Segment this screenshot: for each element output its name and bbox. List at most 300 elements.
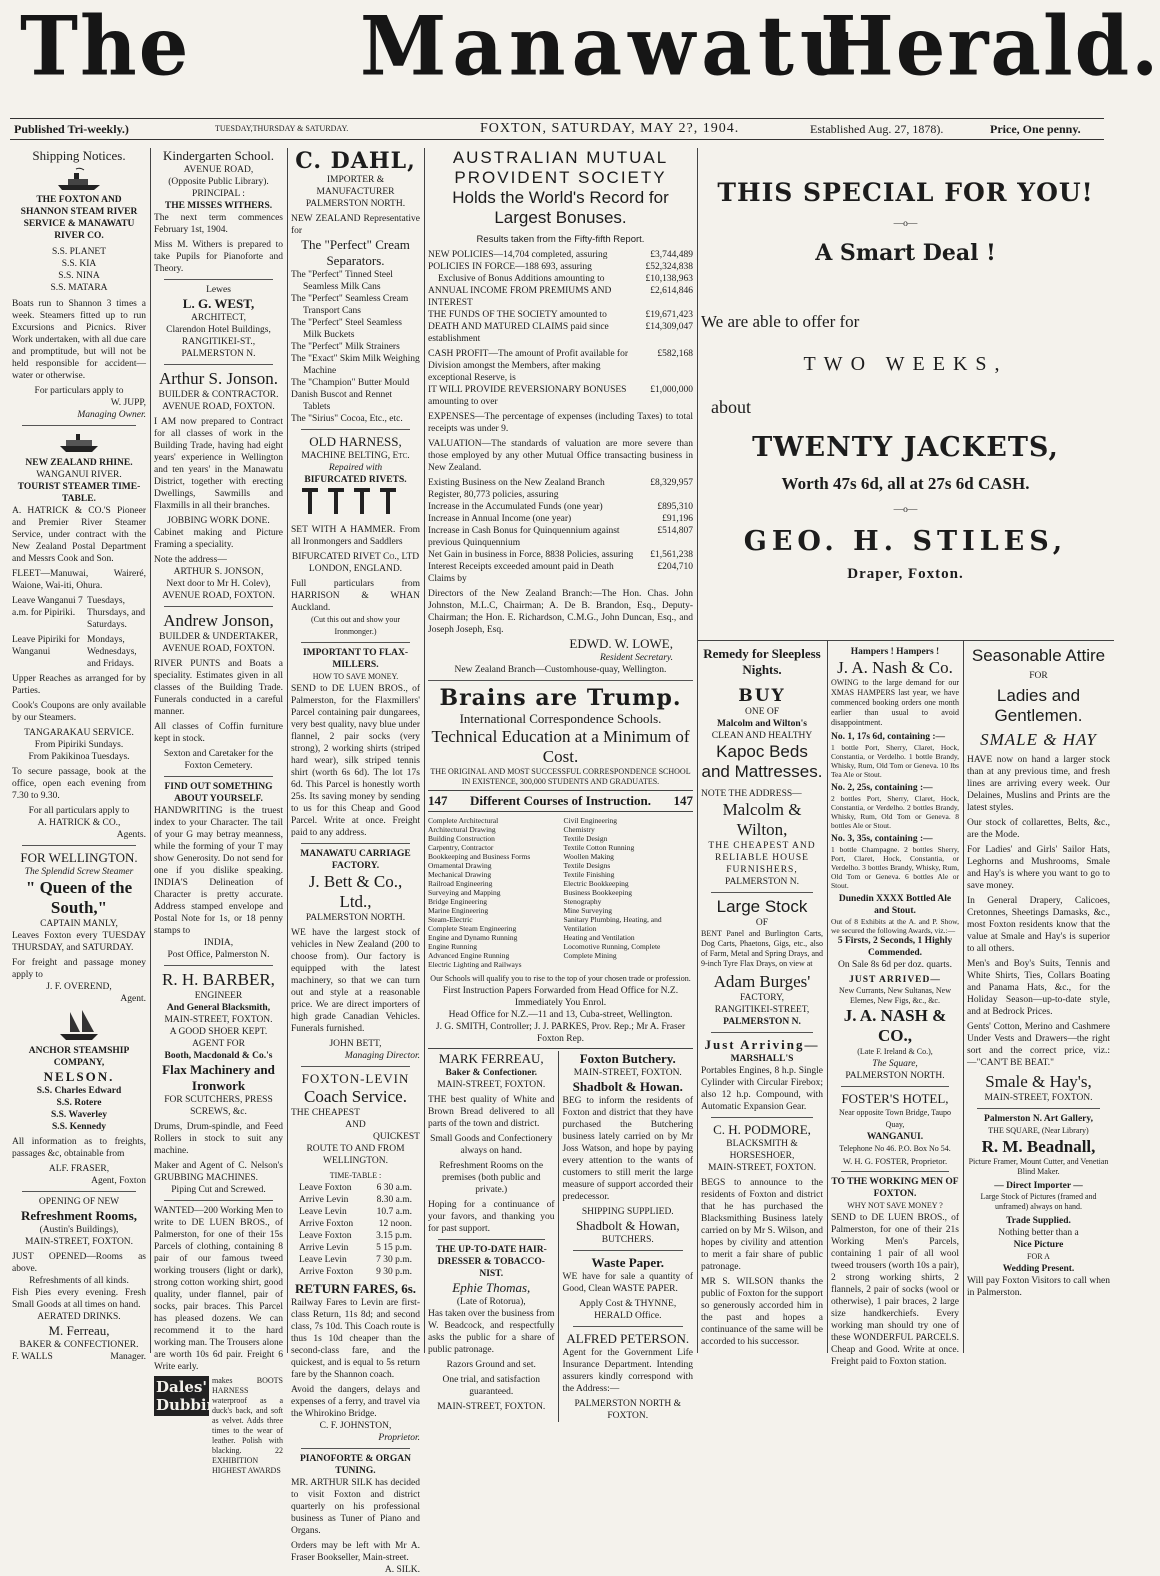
andrew-jonson-heading: Andrew Jonson, [163,611,274,630]
column-amp-society [428,148,693,1421]
masthead-manawatu: Manawatu [360,0,863,95]
hairdresser-heading: THE UP-TO-DATE HAIR-DRESSER & TOBACCO-NIST. [435,1245,547,1279]
the-square: The Square, [872,1059,918,1069]
leave-wanganui: Leave Wanganui 7 a.m. for Pipiriki. [12,596,83,618]
timetable-time: 5 15 p.m. [376,1243,412,1253]
course-item: Business Bookkeeping [563,888,633,897]
course-item: Bridge Engineering [428,897,487,906]
ferreau-main-street: MAIN-STREET, FOXTON. [437,1080,546,1090]
published-note: Published Tri-weekly.) [14,122,129,136]
just-arriving: Just Arriving— [704,1037,820,1052]
late-ireland: (Late F. Ireland & Co.), [857,1047,933,1056]
parkes-reps: J. G. SMITH, Controller; J. J. PARKES, Prov. Rep.; Mr A. Fraser Foxton Rep. [435,1022,686,1044]
course-item: Civil Engineering [563,816,618,825]
a-silk: A. SILK. [384,1565,420,1575]
geo-stiles: GEO. H. STILES, [743,526,1068,557]
nz-branch-address: New Zealand Branch—Customhouse-quay, Wellington. [454,665,667,675]
fraser-role: Agent, Foxton [91,1176,146,1186]
arthur-jonson-heading: Arthur S. Jonson. [158,369,278,388]
resident-secretary: Resident Secretary. [600,653,673,663]
will-pay-visitors: Will pay Foxton Visitors to call when in Palmerston. [967,1276,1110,1298]
timetable-time: 9 30 p.m. [376,1267,412,1277]
qualify-text: Our Schools will qualify you to rise to the top of your chosen trade or profession. [430,974,691,983]
dahl-palmerston: PALMERSTON NORTH. [305,199,406,209]
amp-row-label: NEW POLICIES—14,704 completed, assuring [428,250,608,260]
shipping-supplied: SHIPPING SUPPLIED. [581,1207,674,1217]
price: Price, One penny. [990,122,1081,136]
leaves-foxton: Leaves Foxton every TUESDAY THURSDAY, and SATURDAY. [12,931,146,953]
nash-co-2: J. A. NASH & CO., [843,1006,947,1045]
timetable-time: 6 30 a.m. [376,1183,412,1193]
drums-rollers: Drums, Drum-spindle, and Feed Rollers in stock to suit any machine. [154,1122,283,1156]
divider-o-2: —o— [893,505,918,515]
bett-palmerston: PALMERSTON NORTH. [305,913,406,923]
route-wellington: ROUTE TO AND FROM WELLINGTON. [306,1144,405,1166]
captain-name: CAPTAIN MANLY, [40,919,118,929]
johnston-role: Proprietor. [378,1433,420,1443]
good-shoer: A GOOD SHOER KEPT. [169,1027,268,1037]
fraser-name: ALF. FRASER, [48,1164,110,1174]
mens-suits: Men's and Boy's Suits, Tennis and White Shirts, Ties, Collars Boating and Panama Hats, &c., for the Holiday Season—up-to-date style, and at Bedrock Prices. [967,959,1110,1017]
trade-supplied: Trade Supplied. [1006,1216,1071,1226]
shadbolt-howan: Shadbolt & Howan. [572,1079,683,1094]
small-goods: Small Goods and Confectionery always on hand. [430,1134,553,1156]
course-item: Railroad Engineering [428,879,493,888]
first-instruction: First Instruction Papers Forwarded from Head Office for N.Z. Immediately You Enrol. [442,986,679,1008]
course-item: Mechanical Drawing [428,870,492,879]
hamper-no-3-items: 1 bottle Champagne. 2 bottles Sherry, Port, Claret, Hock, Constantia, or Verdelho. 3 bottles Brandy, Whisky, Rum, Old Tom or Geneva. 6 bottles Ale or Stout. [831,845,959,890]
ship-name: S.S. KIA [61,259,97,269]
overend-name: J. F. OVEREND, [46,982,112,992]
barber-name: R. H. BARBER, [162,970,275,989]
opening-new: OPENING OF NEW [38,1197,120,1207]
baker-confectioner: BAKER & CONFECTIONER. [19,1340,139,1350]
telephone: Telephone No 46. P.O. Box No 54. [839,1144,951,1153]
dahl-product: The "Perfect" Seamless Cream Transport Cans [291,294,409,316]
course-item: Bookkeeping and Business Forms [428,852,531,861]
walls-name: F. WALLS [12,1352,53,1362]
railway-fares: Railway Fares to Levin are first-class Return, 11s 8d; and second class, 7s 10d. This Coach route is thus 1s 10d cheaper than the second-class fare, and the quickest, and is equal to 5s return fare by the Shannon coach. [291,1298,420,1380]
leave-pipiriki-days: Mondays, Wednesdays, and Fridays. [87,635,137,669]
ship-name: S.S. MATARA [50,283,108,293]
for-label: FOR [1029,671,1048,681]
rangitikei-palmerston: RANGITIKEI-ST., PALMERSTON N. [181,337,256,359]
nothing-better: Nothing better than a [998,1228,1079,1238]
amp-row-label: Net Gain in business in Force, 8838 Policies, assuring [428,550,634,560]
amp-expenses: EXPENSES—The percentage of expenses (including Taxes) to total receipts was under 9. [428,412,693,434]
freight-apply: For freight and passage money apply to [12,958,146,980]
bent-panel: BENT Panel and Burlington Carts, Dog Carts, Phaetons, Gigs, etc., also of Farm, Metal and Spring Drays, and 9-inch Tyre Flax Drays, on view at [701,929,823,968]
jobbing-work: JOBBING WORK DONE. [167,516,270,526]
timetable-stop: Leave Foxton [299,1231,352,1241]
special-for-you: THIS SPECIAL FOR YOU! [717,178,1094,207]
builder-contractor: BUILDER & CONTRACTOR. [158,390,279,400]
ferreau-name: M. Ferreau, [48,1323,110,1338]
burges-palmerston: PALMERSTON N. [723,1017,801,1027]
palmerston-foxton: PALMERSTON NORTH & FOXTON. [574,1399,682,1421]
piping-cut: Piping Cut and Screwed. [171,1185,266,1195]
ephie-main-street: MAIN-STREET, FOXTON. [437,1402,546,1412]
shadbolt-howan-2: Shadbolt & Howan, [575,1218,680,1233]
twenty-jackets: TWENTY JACKETS, [752,432,1059,463]
wanted-working-men: WANTED—200 Working Men to write to DE LUEN BROS., of Palmerston, for one of their 15s Parcels of clothing, containing 8 pair of our famous tweed working trousers (light or dark), strong cotton working shirt, good quality, under flannel, pair of socks, pair braces. This Parcel has pleased dozens. We can recommend it to the hard working man. The Trousers alone are worth 10s 6d pair. Freight 6 Write early. [154,1206,283,1372]
timetable-time: 10.7 a.m. [376,1207,412,1217]
dales-text: makes BOOTS HARNESS waterproof as a duck's back, and soft as velvet. Adds three times to the wear of leather. Polish with blacking. 22 EXHIBITION HIGHEST AWARDS [212,1376,283,1475]
wanganui-label: WANGANUI. [866,1132,924,1142]
special-offer-ad [701,148,1110,636]
course-item: Textile Designs [563,861,611,870]
dahl-product: The "Sirius" Cocoa, Etc., etc. [291,414,403,424]
have-now: HAVE now on hand a larger stock than at any previous time, and fresh lines are arriving every week. Our Delaines, Muslins and Prints are the latest styles. [967,755,1110,813]
refreshment-premises: Refreshment Rooms on the premises (both public and private.) [439,1161,544,1195]
walls-role: Manager. [110,1352,146,1362]
direct-importer: — Direct Importer — [994,1181,1083,1191]
timetable-stop: Arrive Foxton [299,1267,354,1277]
course-item: Textile Design [563,834,608,843]
publication-days: TUESDAY,THURSDAY & SATURDAY. [215,124,349,133]
large-stock-pictures: Large Stock of Pictures (framed and unframed) always on hand. [980,1192,1097,1211]
shipping-notices-heading: Shipping Notices. [32,148,126,163]
masthead-the: The [20,0,191,95]
and-label: AND [345,1120,366,1130]
just-arrived: JUST ARRIVED— [849,975,941,985]
kindergarten-avenue: AVENUE ROAD, [183,165,254,175]
smale-main-street: MAIN-STREET, FOXTON. [984,1093,1093,1103]
timetable-stop: Arrive Levin [299,1243,349,1253]
column-shipping [12,148,146,1362]
bifurcated-rivets: BIFURCATED RIVETS. [304,475,407,485]
burges-rangitikei: RANGITIKEI-STREET, [714,1005,810,1015]
arthur-address-name: ARTHUR S. JONSON, [173,567,264,577]
timetable-stop: Leave Levin [299,1207,347,1217]
kapoc-beds: Kapoc Beds and Mattresses. [701,742,823,781]
andrew-avenue: AVENUE ROAD, FOXTON. [162,644,275,654]
refreshments-kinds: Refreshments of all kinds. [29,1276,129,1286]
anchor-ship: S.S. Charles Edward [36,1086,122,1096]
tangarakau-line: From Pipiriki Sundays. [34,740,124,750]
de-luen-flaxmillers: SEND to DE LUEN BROS., of Palmerston, for the Flaxmillers' Parcel containing pair dungarees, very best quality, navy blue under flannel, 2 pair socks (very strong), 2 working shirts (striped hard wear), silk striped tennis shirt (worth 6s 6d). The lot 17s 6d. This Parcel is honestly worth 25s. Its saving money by sending to us for this Cheap and Good Parcel. Write at once. Freight paid to any address. [291,684,420,838]
dahl-product: The "Champion" Butter Mould [291,378,410,388]
waste-paper: Waste Paper. [591,1255,664,1270]
return-fares: RETURN FARES, 6s. [294,1281,417,1296]
jupp-name: W. JUPP, [110,398,146,408]
amp-row-label: Increase in Annual Income (one year) [428,514,572,524]
remedy-sleepless: Remedy for Sleepless Nights. [703,646,821,677]
amp-row-label: Increase in the Accumulated Funds (one year) [428,502,603,512]
general-blacksmith: And General Blacksmith, [166,1003,271,1013]
misses-withers: THE MISSES WITHERS. [164,201,273,211]
amp-row-label: IT WILL PROVIDE REVERSIONARY BONUSES amounting to over [428,385,627,407]
arthur-avenue-road: AVENUE ROAD, FOXTON. [162,591,275,601]
upper-reaches: Upper Reaches as arranged for by Parties. [12,674,146,696]
ferreau-ad [428,1051,559,1422]
owing-demand: OWING to the large demand for our XMAS HAMPERS last year, we have commenced booking orders one month earlier than usual to avoid disappointment. [831,678,959,727]
amp-row-label: CASH PROFIT—The amount of Profit available for Division amongst the Members, after making exceptional Reserve, is [428,349,629,383]
amp-row-value: £8,329,957 [650,478,693,488]
old-harness: OLD HARNESS, [309,434,402,449]
dahl-product: The "Exact" Skim Milk Weighing Machine [291,354,420,376]
hamper-no-3: No. 3, 35s, containing :— [831,834,933,844]
note-address-6: NOTE THE ADDRESS— [701,789,802,799]
dateline [10,118,1104,140]
nz-rhine-heading: NEW ZEALAND RHINE. [25,458,133,468]
managing-director: Managing Director. [344,1051,420,1061]
shadbolt-text: BEG to inform the residents of Foxton and district that they have purchased the Butchering business lately carried on by Mr Joss Watson, and hope by paying every attention to the wants of customers to still merit the large measure of support accorded their predecessor. [562,1096,693,1202]
podmore-name: C. H. PODMORE, [713,1122,811,1137]
pianoforte-tuning: PIANOFORTE & ORGAN TUNING. [299,1454,412,1476]
one-trial: One trial, and satisfaction guaranteed. [442,1375,541,1397]
draper-foxton: Draper, Foxton. [847,566,964,582]
courses-count-right: 147 [673,793,693,808]
courses-label: Different Courses of Instruction. [469,793,652,808]
picture-framer: Picture Framer, Mount Cutter, and Venetian Blind Maker. [968,1157,1109,1176]
malcolm-wilton-s: Malcolm and Wilton's [717,719,807,729]
foxton-butchery: Foxton Butchery. [579,1051,676,1066]
apply-cost: Apply Cost & THYNNE, HERALD Office. [579,1299,677,1321]
the-cheapest: THE CHEAPEST [291,1108,360,1118]
collarettes: Our stock of collarettes, Belts, &c., are the Mode. [967,818,1110,840]
smale-hays: Smale & Hay's, [985,1072,1092,1091]
amp-nz-branch-table [428,477,693,585]
leave-wanganui-days: Tuesdays, Thursdays, and Saturdays. [87,596,146,630]
coach-timetable [291,1182,420,1278]
for-a: FOR A [1027,1252,1050,1261]
jupp-role: Managing Owner. [77,410,146,420]
ephie-thomas: Ephie Thomas, [452,1280,531,1295]
arthur-avenue: AVENUE ROAD, FOXTON. [162,402,275,412]
agents-label: Agents. [116,830,146,840]
clean-healthy: CLEAN AND HEALTHY [711,731,813,741]
next-door: Next door to Mr H. Colev), [166,579,271,589]
timetable-label: TIME-TABLE : [329,1171,382,1180]
course-item: Heating and Ventilation [563,933,635,942]
course-item: Electric Lighting and Railways [428,960,522,969]
perfect-separators: The "Perfect" Cream Separators. [301,237,410,268]
established-date: Established Aug. 27, 1878). [810,122,944,136]
course-item: Architectural Drawing [428,825,496,834]
portables-engines: Portables Engines, 8 h.p. Single Cylinder with Circular Firebox; also 12 h.p. Compound, with Automatic Expansion Gear. [701,1066,823,1112]
column-furniture [701,646,823,1353]
west-name: L. G. WEST, [182,296,255,311]
blacksmith-horseshoer: BLACKSMITH & HORSESHOER, [726,1139,798,1161]
furniture-palmerston: PALMERSTON N. [725,877,799,887]
ephie-late: (Late of Rotorua), [456,1297,526,1307]
ferreau-text: THE best quality of White and Brown Bread delivered to all parts of the town and district. [428,1095,555,1129]
bett-name: J. Bett & Co., Ltd., [308,872,403,911]
course-item: Chemistry [563,825,595,834]
course-lists [428,816,693,969]
amp-row-value: £91,196 [662,514,693,524]
austins-buildings: (Austin's Buildings), [39,1225,119,1235]
shannon-service-text: Boats run to Shannon 3 times a week. Steamers fitted up to run Excursions and Picnics. River Work undertaken, with all due care and promptitude, but will not be held responsible for accident—water or otherwise. [12,299,146,381]
column-dahl [291,148,420,1575]
large-stock: Large Stock [716,897,808,916]
buy-label: BUY [738,686,786,706]
bett-text: WE have the largest stock of vehicles in New Zealand (200 to choose from). Our factory is equipped with the latest machinery, so that we can turn out and style at a reasonable price. We are direct importers of high grade Canadian Vehicles. Funerals furnished. [291,928,420,1034]
apply-all: For all particulars apply to [28,806,130,816]
cooks-coupons: Cook's Coupons are only available by our Steamers. [12,701,146,723]
rivets-illustration [296,486,416,520]
johnston-name: C. F. JOHNSTON, [319,1421,392,1431]
amp-row-value: £204,710 [657,562,693,572]
course-item: Complete Mining [563,951,617,960]
course-item: Steam-Electric [428,915,473,924]
of-label: OF [755,918,769,928]
course-item: Electric Bookkeeping [563,879,629,888]
ics-schools: International Correspondence Schools. [459,711,662,726]
clarendon-buildings: Clarendon Hotel Buildings, [166,325,271,335]
new-currants: New Currants, New Sultanas, New Elemes, New Figs, &c., &c. [839,986,951,1005]
amp-row-value: £14,309,047 [645,322,693,332]
column-smale-hay [967,646,1110,1353]
west-architect: ARCHITECT, [191,313,246,323]
hamper-no-1-items: 1 bottle Port, Sherry, Claret, Hock, Constantia, or Verdelho. 1 bottle Brandy, Whisky, Rum, Old Tom or Geneva. 10 lbs Tea Ale or Stout. [831,743,959,779]
hatrick-name: A. HATRICK & CO., [37,818,121,828]
masthead [10,0,1160,96]
australian-mutual: AUSTRALIAN MUTUAL [452,148,669,167]
course-item: Advanced Engine Running [428,951,510,960]
overend-role: Agent. [120,994,146,1004]
foxton-shannon-heading: THE FOXTON AND SHANNON STEAM RIVER SERVICE & MANAWATU RIVER CO. [20,195,138,241]
course-item: Ornamental Drawing [428,861,492,870]
original-school: THE ORIGINAL AND MOST SUCCESSFUL CORRESPONDENCE SCHOOL IN EXISTENCE, 300,000 STUDENTS AND GRADUATES. [430,767,691,786]
course-item: Woollen Making [563,852,614,861]
manawatu-carriage: MANAWATU CARRIAGE FACTORY. [300,849,411,871]
miss-m-withers: Miss M. Withers is prepared to take Pupils for Pianoforte and Theory. [154,240,283,274]
anchor-ship-list [12,1085,146,1133]
nz-representative: NEW ZEALAND Representative for [291,214,420,236]
amp-valuation: VALUATION—The standards of valuation are more severe than those employed by any other Mutual Office transacting business in New Zealand. [428,439,693,473]
anchor-ship: S.S. Waverley [50,1110,108,1120]
gallery-square: THE SQUARE, (Near Library) [988,1126,1089,1135]
arthur-text: I AM now prepared to Contract for all classes of work in the Building Trade, having had eight years' experience in Wellington and ten years' in the Manawatu District, together with erecting Dwellings, Sawmills and Flaxmills in all their branches. [154,417,283,511]
hamper-no-2-items: 2 bottles Port, Sherry, Claret, Hock, Constantia, or Verdelho. 2 bottles Brandy, Whisky, Rum, Old Tom or Geneva. 8 bottles Ale or Stout. [831,794,959,830]
exhibits-awards: Out of 8 Exhibits at the A. and P. Show, we secured the following Awards, viz.:— [831,917,959,935]
coach-service: Coach Service. [304,1087,407,1106]
quickest: QUICKEST [373,1132,420,1142]
set-hammer: SET WITH A HAMMER. From all Ironmongers and Saddlers [291,525,420,547]
firsts-seconds: 5 Firsts, 2 Seconds, 1 Highly Commended. [837,936,953,958]
dunedin-ale: Dunedin XXXX Bottled Ale and Stout. [838,894,952,916]
baker-confectioner-label: Baker & Confectioner. [445,1068,538,1078]
arthur-silk-text: MR. ARTHUR SILK has decided to visit Foxton and district quarterly on his professional business as Tuner of Piano and Organs. [291,1478,420,1536]
malcolm-wilton: Malcolm & Wilton, [722,800,802,839]
nash-co: J. A. Nash & Co. [837,658,953,677]
dahl-product: The "Perfect" Milk Strainers [291,342,400,352]
butchery-ad [563,1051,693,1422]
head-office: Head Office for N.Z.—11 and 13, Cuba-street, Wellington. [448,1010,673,1020]
one-of: ONE OF [744,707,780,717]
main-street-foxton: MAIN-STREET, FOXTON. [24,1237,134,1247]
wilson-thanks: MR S. WILSON thanks the public of Foxton for the support so generously accorded him in the past and hopes a continuance of the same will be accorded to his successor. [701,1277,823,1347]
cut-this-out: (Cut this out and show your Ironmonger.) [310,615,401,636]
de-luen-working-men: SEND to DE LUEN BROS., of Palmerston, for one of their 21s Working Men's Parcels, containing 1 pair of all wool tweed trousers (worth 10s a pair), 2 strong working shirts, 2 flannels, 2 pair of socks (wool or otherwise), 1 pair braces, 2 large size handkerchiefs. Every working man should try one of these WONDERFUL PARCELS. Cheap and Good. Write at once. Freight paid to Foxton station. [831,1213,959,1367]
column-hampers [831,646,959,1367]
next-term: The next term commences February 1st, 1904. [154,213,283,235]
course-item: Carpentry, Contractor [428,843,494,852]
amp-row-value: £19,671,423 [645,310,693,320]
worth-price: Worth 47s 6d, all at 27s 6d CASH. [781,474,1030,493]
nelson-heading: NELSON. [43,1069,115,1084]
dales-dubbin-logo: Dales' Dubbin [156,1378,218,1414]
waste-text: WE have for sale a quantity of Good, Clean WASTE PAPER. [562,1272,693,1294]
about-label: about [711,397,751,417]
ephie-text: Has taken over the business from W. Beadcock, and respectfully asks the public for a share of public patronage. [428,1309,555,1355]
agent-for: AGENT FOR [192,1039,245,1049]
amp-row-value: £52,324,838 [645,262,693,272]
cabinet-making: Cabinet making and Picture Framing a speciality. [154,528,283,550]
dahl-product: Danish Buscot and Rennet Tablets [291,390,393,412]
mark-ferreau: MARK FERREAU, [438,1051,544,1066]
cheapest-house: THE CHEAPEST AND RELIABLE HOUSE FURNISHERS, [708,841,816,875]
timetable-time: 7 30 p.m. [376,1255,412,1265]
just-opened: JUST OPENED—Rooms as above. [12,1252,146,1274]
ship-list [12,246,146,294]
lowe-name: EDWD. W. LOWE, [569,636,673,651]
amp-row-value: £2,614,846 [650,286,693,296]
course-item: Building Construction [428,834,495,843]
course-item: Engine and Dynamo Running [428,933,518,942]
podmore-main-street: MAIN-STREET, FOXTON. [707,1163,817,1173]
amp-results-table [428,249,693,408]
fish-pies: Fish Pies every evening. Fresh Small Goods at all times on hand. [12,1288,146,1310]
butchers-label: BUTCHERS. [601,1235,654,1245]
london-england: LONDON, ENGLAND. [308,564,403,574]
course-item: Locomotive Running, Complete [563,942,661,951]
particulars-line: For particulars apply to [34,386,124,396]
amp-row-value: £895,310 [657,502,693,512]
sexton-caretaker: Sexton and Caretaker for the Foxton Cemetery. [163,749,274,771]
adam-burges: Adam Burges' [713,972,811,991]
course-item: Mine Surveying [563,906,613,915]
general-drapery: In General Drapery, Calicoes, Cretonnes, Sheetings Damasks, &c., most Foxton residents know that the value at Smale and Hay's is superior to all others. [967,896,1110,954]
amp-row-label: Existing Business on the New Zealand Branch Register, 80,773 policies, assuring [428,478,605,500]
nice-picture: Nice Picture [1013,1240,1064,1250]
seasonable-attire: Seasonable Attire [971,646,1106,665]
dahl-importer: IMPORTER & MANUFACTURER [316,175,395,197]
foxton-levin: FOXTON-LEVIN [301,1071,410,1086]
course-list-left [428,816,558,969]
amp-row-value: £1,000,000 [650,385,693,395]
machine-belting: MACHINE BELTING, Etc. [301,451,410,461]
course-list-right [564,816,694,969]
course-item: Textile Finishing [563,870,615,879]
full-particulars: Full particulars from HARRISON & WHAN Auckland. [291,579,420,613]
amp-directors: Directors of the New Zealand Branch:—The Hon. Chas. John Johnston, M.L.C, Chairman; A. De B. Brandon, Esq., Deputy-Chairman; the Hon. E. Richardson, C.M.G., John Duncan, Esq., and Joseph Joseph, Esq. [428,589,693,635]
course-item: Engine Running [428,942,477,951]
masthead-herald: Herald. [820,0,1160,95]
principal-label: PRINCIPAL : [192,189,245,199]
anchor-info: All information as to freights, passages &c, obtainable from [12,1137,146,1159]
anchor-company: ANCHOR STEAMSHIP COMPANY, [28,1046,130,1068]
course-item: Complete Steam Engineering [428,924,517,933]
ship-name: S.S. PLANET [51,247,107,257]
tangarakau-heading: TANGARAKAU SERVICE. [24,728,134,738]
amp-row-value: £582,168 [657,349,693,359]
hamper-no-1: No. 1, 17s 6d, containing :— [831,732,946,742]
smart-deal: A Smart Deal ! [815,240,996,266]
refreshment-rooms: Refreshment Rooms, [20,1208,138,1223]
alfred-peterson: ALFRED PETERSON. [566,1331,690,1346]
course-item: Marine Engineering [428,906,489,915]
amp-row-value: £3,744,489 [650,250,693,260]
art-gallery: Palmerston N. Art Gallery, [984,1114,1093,1124]
flax-machinery: Flax Machinery and Ironwork [162,1062,275,1093]
dahl-product: The "Perfect" Steel Seamless Milk Buckets [291,318,402,340]
provident-society: PROVIDENT SOCIETY [454,168,667,187]
avoid-dangers: Avoid the dangers, delays and expenses of a ferry, and travel via the Whirokino Bridge. [291,1385,420,1419]
hatrick-service-text: A. HATRICK & CO.'S Pioneer and Premier River Steamer Service, under contract with the New Zealand Postal Department and Messrs Cook and Son. [12,506,146,564]
